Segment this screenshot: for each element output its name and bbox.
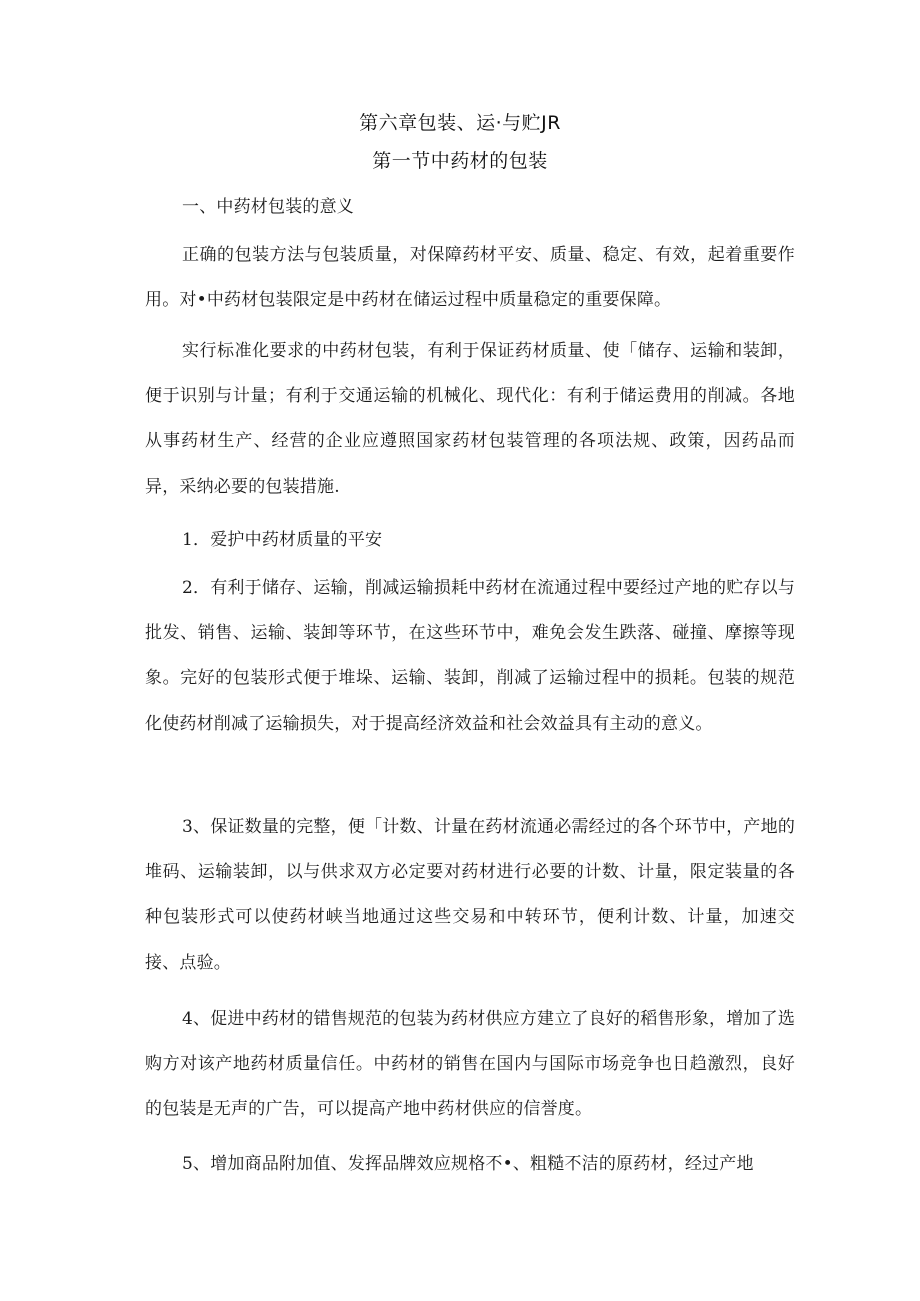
list-item: 5、增加商品附加值、发挥品牌效应规格不•、粗糙不洁的原药材，经过产地 [182,1154,754,1174]
paragraph: 实行标准化要求的中药材包装，有利于保证药材质量、使「储存、运输和装卸，便于识别与计量；有利于交通运输的机械化、现代化：有利于储运费用的削减。各地从事药材生产、经营的企业应遵照国家药材包装管理的各项法规、政策，因药品而异，采纳必要的包装措施. [145,341,795,497]
list-item: 1．爱护中药材质量的平安 [182,530,383,550]
list-item: 4、促进中药材的错售规范的包装为药材供应方建立了良好的稻售形象，增加了选购方对该产地药材质量信任。中药材的销售在国内与国际市场竞争也日趋激烈，良好的包装是无声的广告，可以提高产地中药材供应的信誉度。 [145,1009,796,1120]
paragraph: 正确的包装方法与包装质量，对保障药材平安、质量、稳定、有效，起着重要作用。对•中药材包装限定是中药材在储运过程中质量稳定的重要保障。 [145,245,795,311]
list-item: 3、保证数量的完整，便「计数、计量在药材流通必需经过的各个环节中，产地的堆码、运输装卸，以与供求双方必定要对药材进行必要的计数、计量，限定装量的各种包装形式可以使药材峡当地通过这些交易和中转环节，便利计数、计量，加速交接、点验。 [145,817,796,973]
section-title: 第一节中药材的包装 [372,150,548,172]
list-item: 2．有利于储存、运输，削减运输损耗中药材在流通过程中要经过产地的贮存以与批发、销售、运输、装卸等环节，在这些环节中，难免会发生跌落、碰撞、摩擦等现象。完好的包装形式便于堆垛、运输、装卸，削减了运输过程中的损耗。包装的规范化使药材削减了运输损失，对于提高经济效益和社会效益具有主动的意义。 [145,578,796,734]
chapter-title: 第六章包装、运·与贮JR [359,112,561,134]
subheading: 一、中药材包装的意义 [182,197,354,217]
